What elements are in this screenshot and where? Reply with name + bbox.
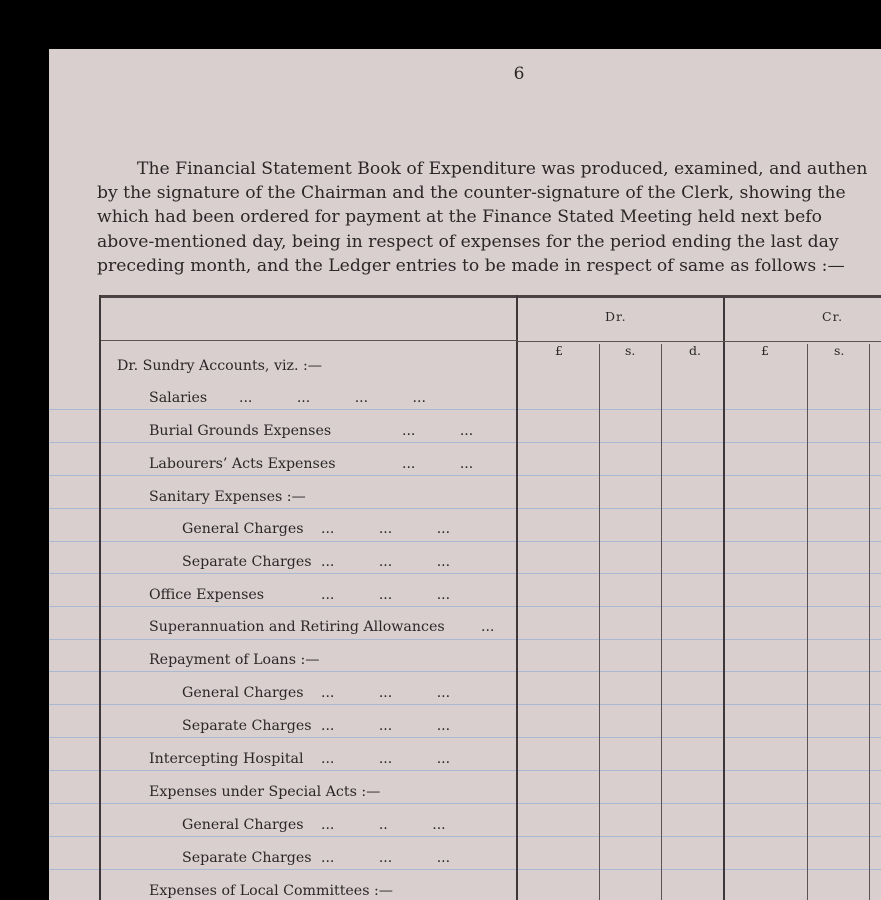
table-row-label: General Charges: [182, 685, 304, 701]
ruled-line: [49, 704, 881, 705]
ruled-line: [49, 836, 881, 837]
unit-shillings: s.: [625, 343, 636, 358]
table-row-label: Burial Grounds Expenses: [149, 423, 332, 439]
table-row-label: Repayment of Loans :—: [149, 652, 320, 668]
table-row-label: Intercepting Hospital: [149, 751, 304, 767]
table-row-label: Labourers’ Acts Expenses: [149, 456, 336, 472]
table-left-border: [99, 295, 101, 900]
leader-dots: ... ... ...: [321, 554, 451, 570]
intro-paragraph: [97, 157, 881, 278]
shillings-pence-divider: [661, 344, 662, 900]
leader-dots: ... ... ...: [321, 718, 451, 734]
page-number: 6: [513, 64, 525, 84]
ruled-line: [49, 606, 881, 607]
header-separator: [517, 341, 881, 342]
table-row-label: General Charges: [182, 817, 304, 833]
table-row-label: Office Expenses: [149, 587, 265, 603]
ruled-line: [49, 573, 881, 574]
leader-dots: ... ... ...: [321, 850, 451, 866]
ruled-line: [49, 508, 881, 509]
table-row-label: Separate Charges: [182, 718, 312, 734]
ruled-line: [49, 803, 881, 804]
paragraph-line: by the signature of the Chairman and the counter-signature of the Clerk, showing the: [97, 183, 846, 204]
paragraph-line: preceding month, and the Ledger entries to be made in respect of same as follows :—: [97, 255, 845, 276]
unit-pounds: £: [555, 343, 563, 358]
unit-pence: d.: [689, 343, 701, 358]
table-row-label: Separate Charges: [182, 554, 312, 570]
ruled-line: [49, 442, 881, 443]
leader-dots: ...: [481, 619, 495, 635]
pounds-shillings-divider: [599, 344, 600, 900]
ruled-line: [49, 475, 881, 476]
leader-dots: ... ... ...: [321, 521, 451, 537]
ruled-line: [49, 737, 881, 738]
ruled-line: [49, 541, 881, 542]
unit-pounds: £: [761, 343, 769, 358]
ruled-line: [49, 671, 881, 672]
table-row-label: Dr. Sundry Accounts, viz. :—: [117, 358, 322, 374]
ruled-line: [49, 770, 881, 771]
leader-dots: ... .. ...: [321, 817, 446, 833]
cr-pounds-shillings-divider: [807, 344, 808, 900]
leader-dots: ... ... ... ...: [239, 390, 426, 406]
cr-shillings-pence-divider: [869, 344, 870, 900]
dr-column-header: Dr.: [605, 309, 627, 324]
table-top-border: [99, 295, 881, 298]
table-row-label: General Charges: [182, 521, 304, 537]
leader-dots: ... ...: [402, 456, 474, 472]
label-column-divider: [516, 295, 518, 900]
paragraph-line: The Financial Statement Book of Expenditure was produced, examined, and authen: [137, 159, 868, 179]
document-page: [49, 49, 881, 900]
leader-dots: ... ... ...: [321, 587, 451, 603]
ruled-line: [49, 639, 881, 640]
cr-column-header: Cr.: [822, 309, 844, 324]
paragraph-line: which had been ordered for payment at the Finance Stated Meeting held next befo: [97, 207, 822, 228]
unit-shillings: s.: [834, 343, 845, 358]
table-row-label: Separate Charges: [182, 850, 312, 866]
table-row-label: Sanitary Expenses :—: [149, 489, 306, 505]
ruled-line: [49, 869, 881, 870]
table-row-label: Expenses of Local Committees :—: [149, 883, 393, 899]
table-row-label: Superannuation and Retiring Allowances: [149, 619, 445, 635]
leader-dots: ... ... ...: [321, 685, 451, 701]
dr-cr-divider: [723, 298, 725, 900]
header-separator: [101, 340, 517, 341]
table-row-label: Salaries: [149, 390, 208, 406]
paragraph-line: above-mentioned day, being in respect of expenses for the period ending the last day: [97, 231, 839, 252]
leader-dots: ... ... ...: [321, 751, 451, 767]
ruled-line: [49, 409, 881, 410]
table-row-label: Expenses under Special Acts :—: [149, 784, 381, 800]
leader-dots: ... ...: [402, 423, 474, 439]
